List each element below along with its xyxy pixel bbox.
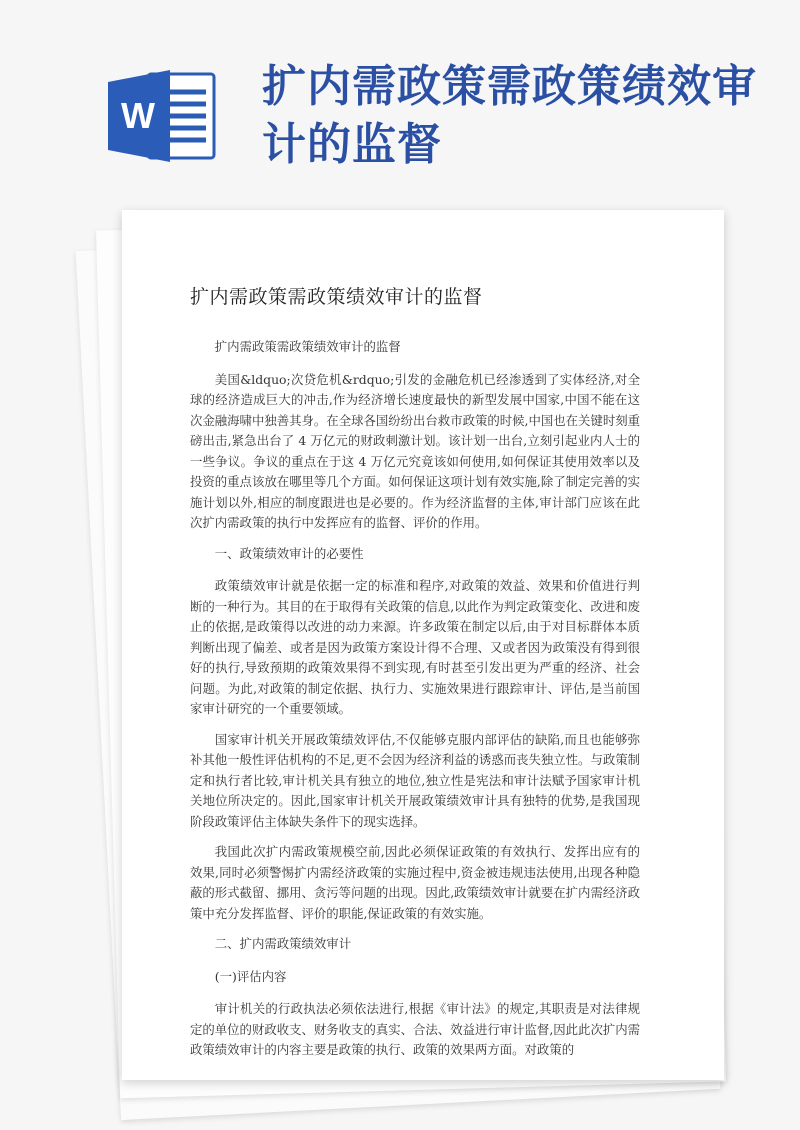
- paragraph-audit-content: 审计机关的行政执法必须依法进行,根据《审计法》的规定,其职责是对法律规定的单位的财政收支、财务收支的真实、合法、效益进行审计监督,因此此次扩内需政策绩效审计的内容主要是政策的执行、政策的效果两方面。对政策的: [190, 1001, 641, 1057]
- word-document-icon: [108, 70, 216, 162]
- document-body: [190, 282, 640, 1071]
- paragraph-audit-advantage: 国家审计机关开展政策绩效评估,不仅能够克服内部评估的缺陷,而且也能够弥补其他一般性评估机构的不足,更不会因为经济利益的诱惑而丧失独立性。与政策制定和执行者比较,审计机关具有独立的地位,独立性是宪法和审计法赋予国家审计机关地位所决定的。因此,国家审计机关开展政策绩效审计具有独特的优势,是我国现阶段政策评估主体缺失条件下的现实选择。: [190, 731, 641, 829]
- paragraph-intro: 美国&ldquo;次贷危机&rdquo;引发的金融危机已经渗透到了实体经济,对全球的经济造成巨大的冲击,作为经济增长速度最快的新型发展中国家,中国不能在这次金融海啸中独善其身。在全球各国纷纷出台救市政策的时候,中国也在关键时刻重磅出击,紧急出台了 4 万亿元的财政刺激计划。该计划一出台,立刻引起业内人士的一些争议。争议的重点在于这 4 万亿元究竟该如何使用,如何保证其使用效率以及投资的重点该放在哪里等几个方面。如何保证这项计划有效实施,除了制定完善的实施计划以外,相应的制度跟进也是必要的。作为经济监督的主体,审计部门应该在此次扩内需政策的执行中发挥应有的监督、评价的作用。: [190, 371, 641, 530]
- paragraph-definition: 政策绩效审计就是依据一定的标准和程序,对政策的效益、效果和价值进行判断的一种行为。其目的在于取得有关政策的信息,以此作为判定政策变化、改进和废止的依据,是政策得以改进的动力来源。许多政策在制定以后,由于对目标群体本质判断出现了偏差、或者是因为政策方案设计得不合理、又或者因为政策没有得到很好的执行,导致预期的政策效果得不到实现,有时甚至引发出更为严重的经济、社会问题。为此,对政策的制定依据、执行力、实施效果进行跟踪审计、评估,是当前国家审计研究的一个重要领域。: [190, 578, 641, 716]
- paragraph-policy-scale: 我国此次扩内需政策规模空前,因此必须保证政策的有效执行、发挥出应有的效果,同时必须警惕扩内需经济政策的实施过程中,资金被违规违法使用,出现各种隐蔽的形式截留、挪用、贪污等问题的出现。因此,政策绩效审计就要在扩内需经济政策中充分发挥监督、评价的职能,保证政策的有效实施。: [190, 844, 641, 921]
- subsection-heading-1: (一)评估内容: [214, 968, 287, 984]
- section-heading-1: 一、政策绩效审计的必要性: [214, 545, 364, 561]
- svg-text:W: W: [121, 95, 155, 136]
- document-title: 扩内需政策需政策绩效审计的监督: [190, 286, 483, 308]
- document-subtitle: 扩内需政策需政策绩效审计的监督: [214, 339, 401, 354]
- header-title: 扩内需政策需政策绩效审计的监督: [262, 61, 757, 170]
- section-heading-2: 二、扩内需政策绩效审计: [214, 936, 352, 951]
